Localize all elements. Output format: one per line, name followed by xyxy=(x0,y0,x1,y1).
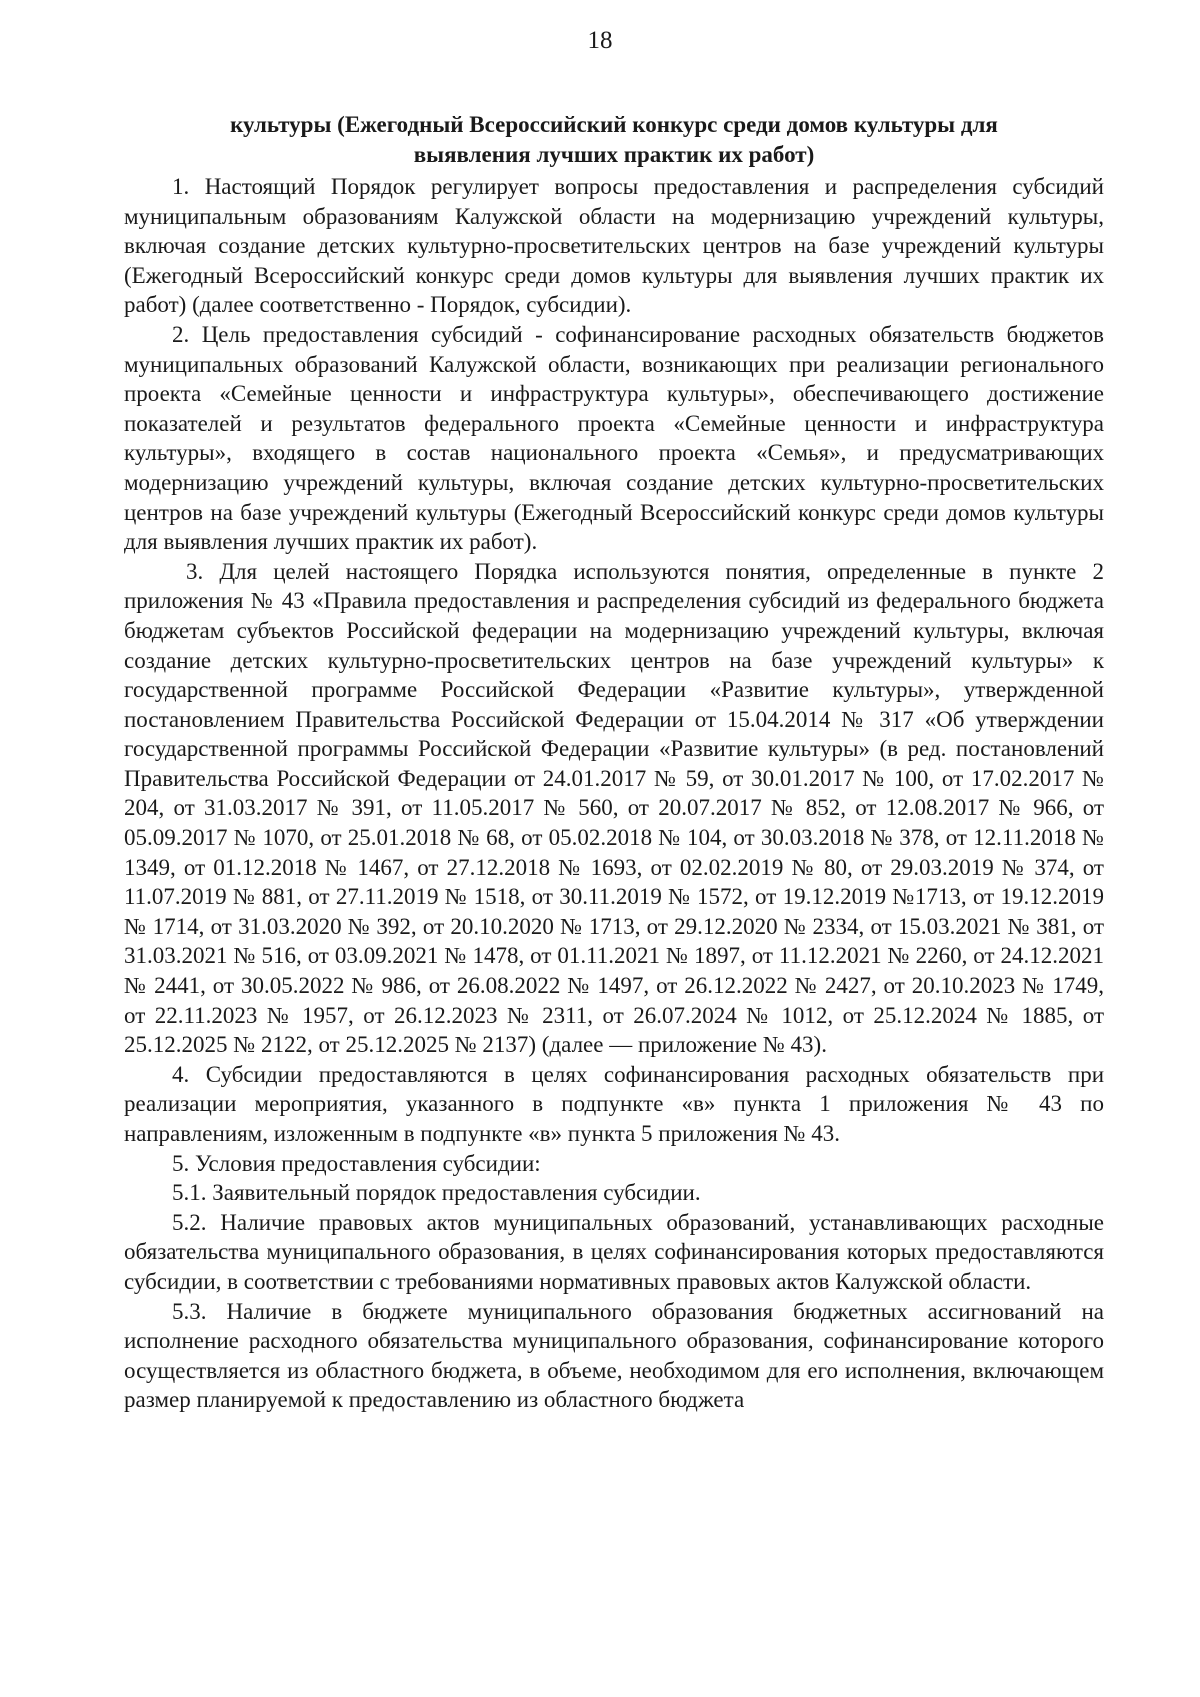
paragraph-4: 4. Субсидии предоставляются в целях софинансирования расходных обязательств при реализации мероприятия, указанного в подпункте «в» пункта 1 приложения № 43 по направлениям, изложенным в подпункте «в» пункта 5 приложения № 43. xyxy=(124,1061,1104,1146)
page-number: 18 xyxy=(587,27,613,54)
section-heading: культуры (Ежегодный Всероссийский конкурс среди домов культуры для выявления лучших практик их работ) xyxy=(230,112,998,167)
paragraph-1: 1. Настоящий Порядок регулирует вопросы предоставления и распределения субсидий муниципальным образованиям Калужской области на модернизацию учреждений культуры, включая создание детских культурно-просветительских центров на базе учреждений культуры (Ежегодный Всероссийский конкурс среди домов культуры для выявления лучших практик их работ) (далее соответственно - Порядок, субсидии). xyxy=(124,174,1104,318)
paragraph-5-3: 5.3. Наличие в бюджете муниципального образования бюджетных ассигнований на исполнение расходного обязательства муниципального образования, софинансирование которого осуществляется из областного бюджета, в объеме, необходимом для его исполнения, включающем размер планируемой к предоставлению из областного бюджета xyxy=(124,1298,1104,1413)
paragraph-3: 3. Для целей настоящего Порядка используются понятия, определенные в пункте 2 приложения № 43 «Правила предоставления и распределения субсидий из федерального бюджета бюджетам субъектов Российской федерации на модернизацию учреждений культуры, включая создание детских культурно-просветительских центров на базе учреждений культуры» к государственной программе Российской Федерации «Развитие культуры», утвержденной постановлением Правительства Российской Федерации от 15.04.2014 № 317 «Об утверждении государственной программы Российской Федерации «Развитие культуры» (в ред. постановлений Правительства Российской Федерации от 24.01.2017 № 59, от 30.01.2017 № 100, от 17.02.2017 № 204, от 31.03.2017 № 391, от 11.05.2017 № 560, от 20.07.2017 № 852, от 12.08.2017 № 966, от 05.09.2017 № 1070, от 25.01.2018 № 68, от 05.02.2018 № 104, от 30.03.2018 № 378, от 12.11.2018 № 1349, от 01.12.2018 № 1467, от 27.12.2018 № 1693, от 02.02.2019 № 80, от 29.03.2019 № 374, от 11.07.2019 № 881, от 27.11.2019 № 1518, от 30.11.2019 № 1572, от 19.12.2019 №1713, от 19.12.2019 № 1714, от 31.03.2020 № 392, от 20.10.2020 № 1713, от 29.12.2020 № 2334, от 15.03.2021 № 381, от 31.03.2021 № 516, от 03.09.2021 № 1478, от 01.11.2021 № 1897, от 11.12.2021 № 2260, от 24.12.2021 № 2441, от 30.05.2022 № 986, от 26.08.2022 № 1497, от 26.12.2022 № 2427, от 20.10.2023 № 1749, от 22.11.2023 № 1957, от 26.12.2023 № 2311, от 26.07.2024 № 1012, от 25.12.2024 № 1885, от 25.12.2025 № 2122, от 25.12.2025 № 2137) (далее — приложение № 43). xyxy=(124,558,1104,1058)
paragraph-5: 5. Условия предоставления субсидии: xyxy=(172,1150,541,1176)
paragraph-5-2: 5.2. Наличие правовых актов муниципальных образований, устанавливающих расходные обязательства муниципального образования, в целях софинансирования которых предоставляются субсидии, в соответствии с требованиями нормативных правовых актов Калужской области. xyxy=(124,1209,1104,1294)
document-body xyxy=(124,110,1104,1415)
paragraph-2: 2. Цель предоставления субсидий - софинансирование расходных обязательств бюджетов муниципальных образований Калужской области, возникающих при реализации регионального проекта «Семейные ценности и инфраструктура культуры», обеспечивающего достижение показателей и результатов федерального проекта «Семейные ценности и инфраструктура культуры», входящего в состав национального проекта «Семья», и предусматривающих модернизацию учреждений культуры, включая создание детских культурно-просветительских центров на базе учреждений культуры (Ежегодный Всероссийский конкурс среди домов культуры для выявления лучших практик их работ). xyxy=(124,321,1104,555)
paragraph-5-1: 5.1. Заявительный порядок предоставления субсидии. xyxy=(172,1180,701,1206)
